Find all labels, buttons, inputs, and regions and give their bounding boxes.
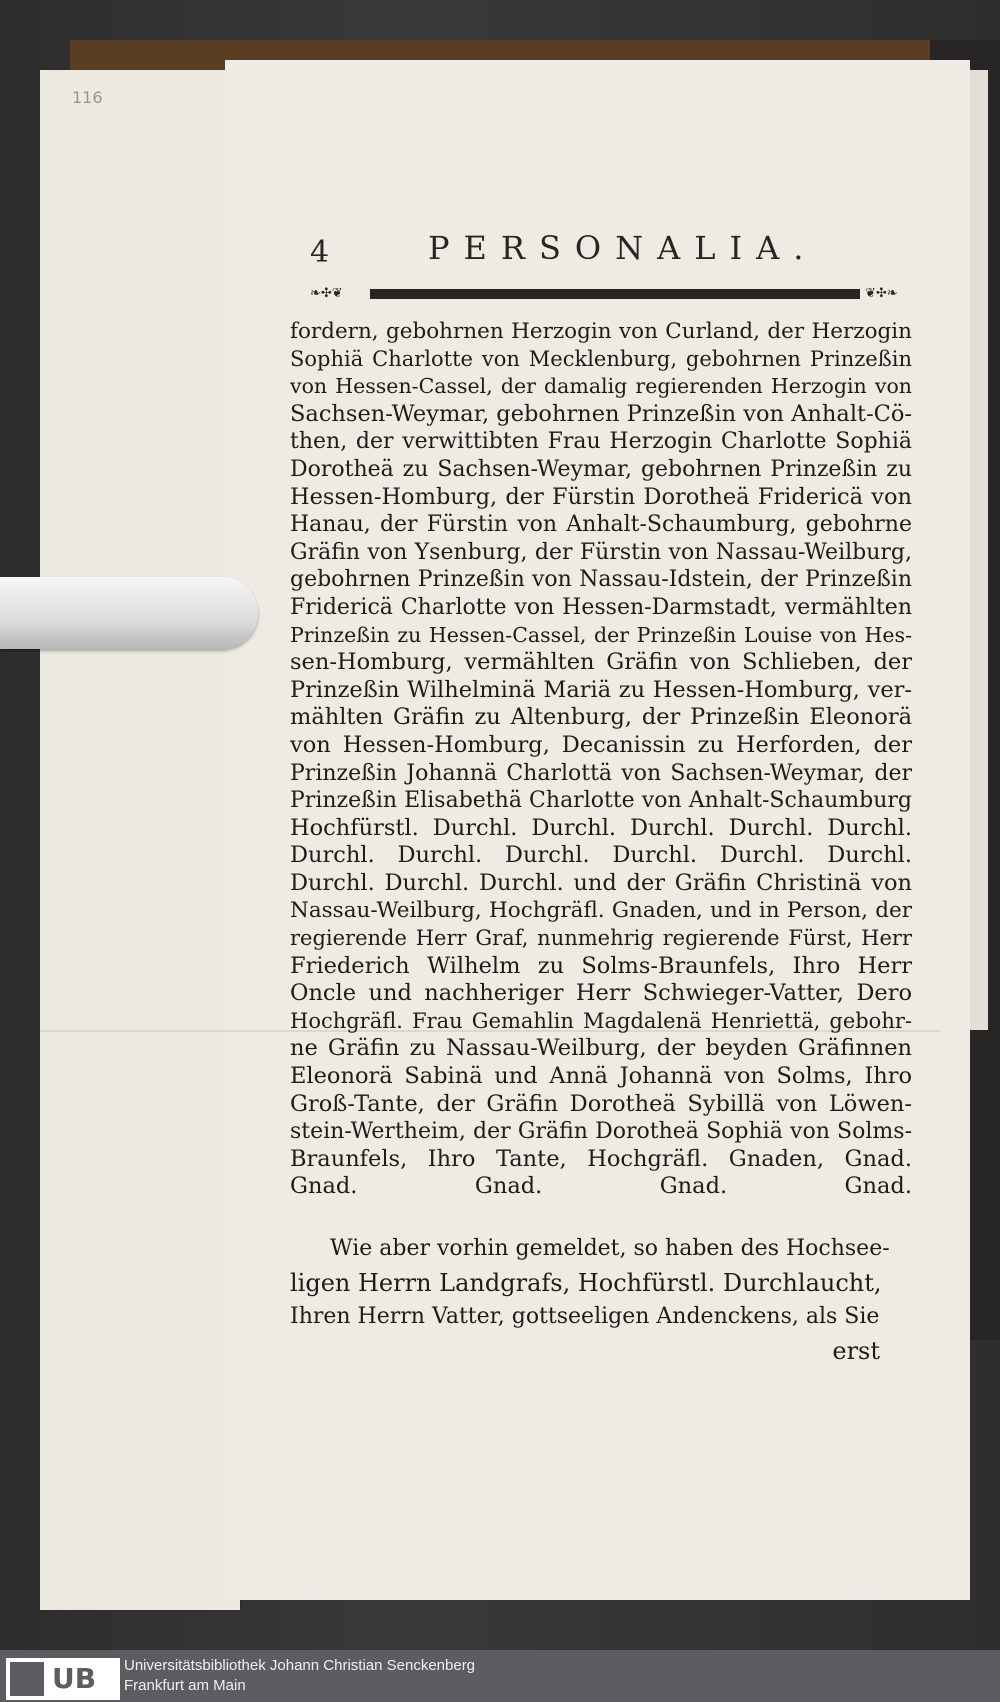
text-line: von Hessen-Homburg, Decanissin zu Herforden, der — [290, 731, 912, 758]
pencil-folio-number: 116 — [72, 88, 103, 107]
text-line: Prinzeßin Johannä Charlottä von Sachsen-Weymar, der — [290, 760, 912, 786]
ornamental-rule — [310, 286, 918, 302]
page-header — [300, 225, 920, 275]
text-line: Sophiä Charlotte von Mecklenburg, gebohrnen Prinzeßin — [290, 346, 912, 371]
text-line: von Hessen-Cassel, der damalig regierenden Herzogin von — [290, 374, 912, 399]
ornament-right-icon: ❦✣❧ — [865, 286, 898, 301]
library-name: Universitätsbibliothek Johann Christian Senckenberg — [124, 1657, 476, 1674]
paragraph-two — [290, 1232, 890, 1368]
running-title: PERSONALIA. — [428, 229, 818, 267]
text-line: Fridericä Charlotte von Hessen-Darmstadt, vermählten — [290, 594, 912, 620]
text-line: ligen Herrn Landgrafs, Hochfürstl. Durchlaucht, — [290, 1269, 882, 1297]
text-line: Sachsen-Weymar, gebohrnen Prinzeßin von Anhalt-Cö- — [290, 400, 912, 427]
text-line: Prinzeßin Elisabethä Charlotte von Anhalt-Schaumburg — [290, 788, 912, 814]
text-line: gebohrnen Prinzeßin von Nassau-Idstein, der Prinzeßin — [290, 567, 912, 593]
senckenberg-portrait-icon — [10, 1662, 44, 1696]
text-line: Durchl. Durchl. Durchl. und der Gräfin Christinä von — [290, 869, 912, 896]
text-line: mählten Gräfin zu Altenburg, der Prinzeßin Eleonorä — [290, 704, 912, 731]
text-line: Hanau, der Fürstin von Anhalt-Schaumburg, gebohrne — [290, 512, 912, 538]
library-credit — [124, 1656, 475, 1696]
text-line: Prinzeßin Wilhelminä Mariä zu Hessen-Homburg, ver- — [290, 676, 912, 703]
page-edge — [970, 70, 988, 1030]
text-line: Oncle und nachheriger Herr Schwieger-Vatter, Dero — [290, 980, 912, 1007]
library-city: Frankfurt am Main — [124, 1677, 246, 1694]
text-line: sen-Homburg, vermählten Gräfin von Schlieben, der — [290, 649, 912, 676]
text-line: Gnad. Gnad. Gnad. Gnad. — [290, 1173, 912, 1200]
text-line: erst — [832, 1337, 880, 1365]
text-line: Ihren Herrn Vatter, gottseeligen Andenckens, als Sie — [290, 1304, 880, 1329]
folded-leaf — [40, 70, 240, 1610]
text-line: ne Gräfin zu Nassau-Weilburg, der beyden Gräfinnen — [290, 1035, 912, 1062]
ub-logo-text: UB — [52, 1662, 97, 1695]
text-line: Nassau-Weilburg, Hochgräfl. Gnaden, und in Person, der — [290, 898, 912, 924]
footer-bar — [0, 1650, 1000, 1702]
text-line: fordern, gebohrnen Herzogin von Curland, der Herzogin — [290, 319, 912, 344]
text-line: Wie aber vorhin gemeldet, so haben des Hochsee- — [330, 1236, 890, 1261]
rule-bar — [370, 289, 860, 299]
text-line: Gräfin von Ysenburg, der Fürstin von Nassau-Weilburg, — [290, 539, 912, 565]
body-text — [290, 318, 912, 1201]
text-line: then, der verwittibten Frau Herzogin Charlotte Sophiä — [290, 429, 912, 455]
paper-clip-holder — [0, 577, 258, 649]
text-line: Durchl. Durchl. Durchl. Durchl. Durchl. Durchl. — [290, 842, 912, 869]
page-number: 4 — [310, 235, 330, 270]
text-line: regierende Herr Graf, nunmehrig regierende Fürst, Herr — [290, 926, 912, 951]
text-line: Friederich Wilhelm zu Solms-Braunfels, Ihro Herr — [290, 952, 912, 979]
text-line: Hochfürstl. Durchl. Durchl. Durchl. Durchl. Durchl. — [290, 814, 912, 841]
text-line: Hochgräfl. Frau Gemahlin Magdalenä Henriettä, gebohr- — [290, 1008, 912, 1033]
text-line: Groß-Tante, der Gräfin Dorotheä Sybillä von Löwen- — [290, 1090, 912, 1117]
text-line: Dorotheä zu Sachsen-Weymar, gebohrnen Prinzeßin zu — [290, 456, 912, 482]
ornament-left-icon: ❧✣❦ — [310, 286, 343, 301]
text-line: Braunfels, Ihro Tante, Hochgräfl. Gnaden, Gnad. — [290, 1145, 912, 1172]
text-line: Hessen-Homburg, der Fürstin Dorotheä Fridericä von — [290, 483, 912, 510]
text-line: Eleonorä Sabinä und Annä Johannä von Solms, Ihro — [290, 1063, 912, 1090]
ub-logo[interactable] — [6, 1658, 120, 1700]
text-line: stein-Wertheim, der Gräfin Dorotheä Sophiä von Solms- — [290, 1119, 912, 1145]
text-line: Prinzeßin zu Hessen-Cassel, der Prinzeßin Louise von Hes- — [290, 622, 912, 647]
